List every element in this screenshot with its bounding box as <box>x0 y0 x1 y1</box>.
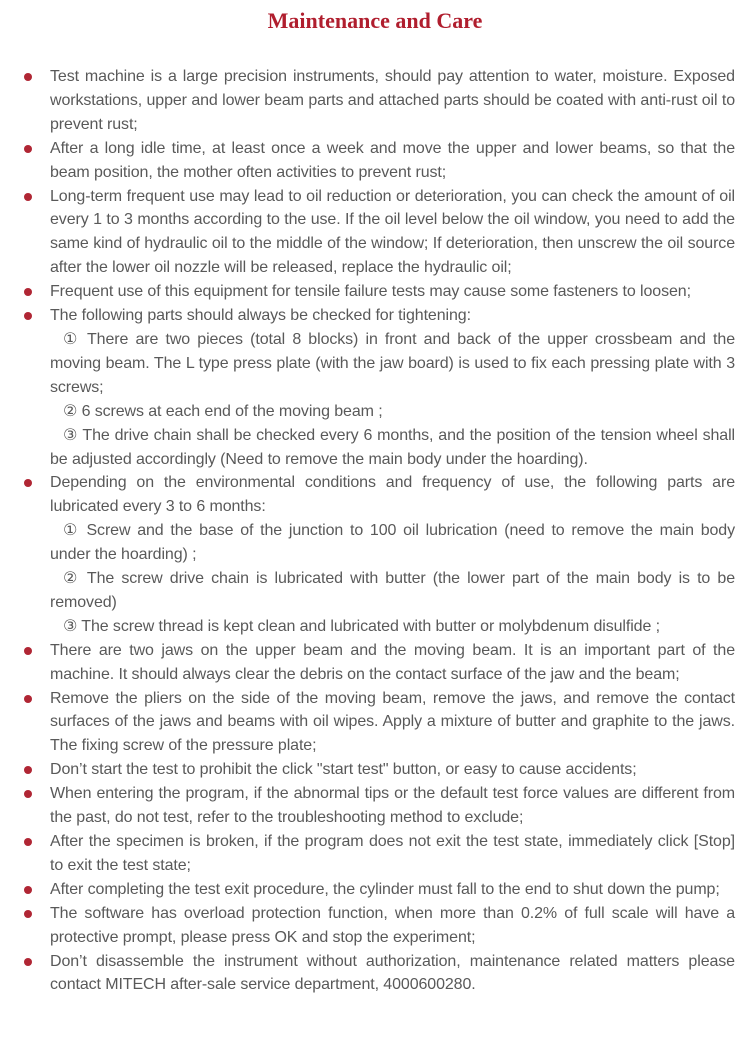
list-item <box>0 280 750 304</box>
item-paragraph: There are two jaws on the upper beam and the moving beam. It is an important part of the machine. It should always clear the debris on the contact surface of the jaw and the beam; <box>50 641 735 683</box>
item-paragraph: Long-term frequent use may lead to oil reduction or deterioration, you can check the amount of oil every 1 to 3 months according to the use. If the oil level below the oil window, you need to add the same kind of hydraulic oil to the middle of the window; If deterioration, then unscrew the oil source after the lower oil nozzle will be released, replace the hydraulic oil; <box>50 187 735 277</box>
list-item-body <box>50 639 735 687</box>
list-item-body <box>50 830 735 878</box>
item-subparagraph: ① Screw and the base of the junction to 100 oil lubrication (need to remove the main body under the hoarding) ; <box>50 522 735 564</box>
list-item-body <box>50 304 735 471</box>
bullet-icon <box>24 766 32 774</box>
item-paragraph: After completing the test exit procedure, the cylinder must fall to the end to shut down the pump; <box>50 880 720 898</box>
bullet-icon <box>24 910 32 918</box>
list-item <box>0 137 750 185</box>
list-item-body <box>50 687 735 759</box>
item-subparagraph: ③ The drive chain shall be checked every 6 months, and the position of the tension wheel shall be adjusted accordingly (Need to remove the main body under the hoarding). <box>50 426 735 468</box>
item-paragraph: Frequent use of this equipment for tensile failure tests may cause some fasteners to loosen; <box>50 283 691 301</box>
item-paragraph: Remove the pliers on the side of the moving beam, remove the jaws, and remove the contact surfaces of the jaws and beams with oil wipes. Apply a mixture of butter and graphite to the jaws. The fixing screw of the pressure plate; <box>50 689 735 755</box>
list-item <box>0 65 750 137</box>
list-item-body <box>50 782 735 830</box>
item-paragraph: The software has overload protection function, when more than 0.2% of full scale will have a protective prompt, please press OK and stop the experiment; <box>50 904 735 946</box>
bullet-icon <box>24 73 32 81</box>
item-paragraph: Don’t disassemble the instrument without authorization, maintenance related matters please contact MITECH after-sale service department, 4000600280. <box>50 952 735 994</box>
list-item-body <box>50 185 735 281</box>
item-paragraph: Don’t start the test to prohibit the click "start test" button, or easy to cause accidents; <box>50 761 637 779</box>
list-item <box>0 950 750 998</box>
bullet-icon <box>24 647 32 655</box>
item-paragraph: After a long idle time, at least once a week and move the upper and lower beams, so that the beam position, the mother often activities to prevent rust; <box>50 139 735 181</box>
bullet-icon <box>24 958 32 966</box>
item-subparagraph: ② 6 screws at each end of the moving beam ; <box>63 402 383 420</box>
bullet-icon <box>24 288 32 296</box>
list-item <box>0 830 750 878</box>
list-item <box>0 471 750 638</box>
item-paragraph: Depending on the environmental conditions and frequency of use, the following parts are lubricated every 3 to 6 months: <box>50 474 735 516</box>
list-item-body <box>50 950 735 998</box>
bullet-icon <box>24 145 32 153</box>
list-item-body <box>50 471 735 638</box>
item-subparagraph: ② The screw drive chain is lubricated with butter (the lower part of the main body is to be removed) <box>50 570 735 611</box>
list-item-body <box>50 758 735 782</box>
list-item-body <box>50 280 735 304</box>
list-item-body <box>50 137 735 185</box>
list-item <box>0 878 750 902</box>
list-item <box>0 687 750 759</box>
list-item <box>0 758 750 782</box>
bullet-icon <box>24 790 32 798</box>
item-subparagraph: ① There are two pieces (total 8 blocks) in front and back of the upper crossbeam and the moving beam. The L type press plate (with the jaw board) is used to fix each pressing plate with 3 screws; <box>50 330 735 396</box>
item-paragraph: The following parts should always be checked for tightening: <box>50 307 471 325</box>
list-item-body <box>50 878 735 902</box>
item-paragraph: After the specimen is broken, if the program does not exit the test state, immediately click [Stop] to exit the test state; <box>50 833 735 874</box>
page-title: Maintenance and Care <box>267 8 483 33</box>
bullet-icon <box>24 695 32 703</box>
item-paragraph: Test machine is a large precision instruments, should pay attention to water, moisture. Exposed workstations, upper and lower beam parts and attached parts should be coated with anti-rust oil to prevent rust; <box>50 68 735 133</box>
list-item <box>0 902 750 950</box>
bullet-list <box>0 65 750 997</box>
list-item <box>0 639 750 687</box>
list-item-body <box>50 902 735 950</box>
list-item-body <box>50 65 735 137</box>
bullet-icon <box>24 312 32 320</box>
bullet-icon <box>24 886 32 894</box>
list-item <box>0 782 750 830</box>
item-paragraph: When entering the program, if the abnormal tips or the default test force values are different from the past, do not test, refer to the troubleshooting method to exclude; <box>50 785 735 827</box>
bullet-icon <box>24 479 32 487</box>
list-item <box>0 185 750 281</box>
bullet-icon <box>24 838 32 846</box>
list-item <box>0 304 750 471</box>
bullet-icon <box>24 193 32 201</box>
item-subparagraph: ③ The screw thread is kept clean and lubricated with butter or molybdenum disulfide ; <box>63 617 660 635</box>
